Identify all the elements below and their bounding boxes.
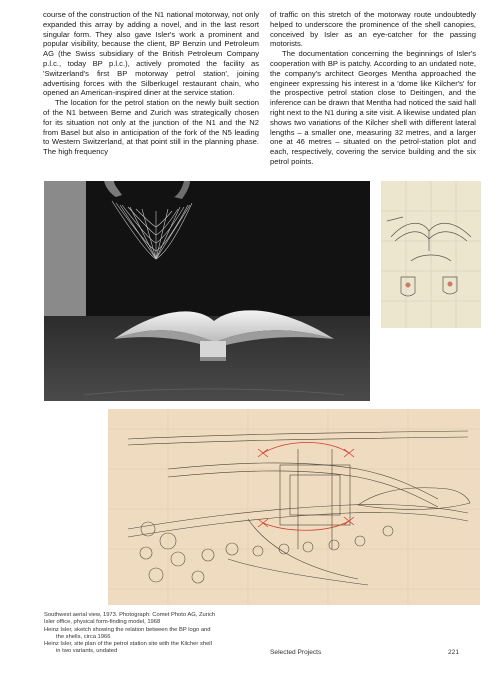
left-text-column [43,10,259,157]
caption-line: Isler office, physical form-finding model, 1968 [44,619,161,626]
body-paragraph: The documentation concerning the beginnings of Isler's cooperation with BP is patchy. According to an undated note, the company's architect Georges Mentha approached the engineer expressing his interest in a 'dome like Kilcher's' for the prospective petrol station close to Deitingen, and the inference can be drawn that Mentha had noticed the said hall right next to the N1 during a site visit. A likewise undated plan shows two variations of the Kilcher shell with different lateral lengths – a smaller one, measuring 32 metres, and a larger one at 46 metres – situated on the petrol-station plot and each, respectively, covering the service building and the six petrol points. [270,49,476,166]
figure-captions [44,612,284,656]
site-plan-drawing [108,409,480,605]
caption-line: Heinz Isler, site plan of the petrol station site with the Kilcher shell [44,641,212,648]
body-paragraph: The location for the petrol station on the newly built section of the N1 between Berne and Zurich was strategically chosen for its situation not only at the junction of the N1 and the N2 from Basel but also in anticipation of the fork of the N5 leading to Western Switzerland, at that point still in the planning phase. The high frequency [43,98,259,157]
bp-logo-sketch [381,181,481,328]
form-finding-model-photo [44,181,370,401]
right-text-column [270,10,476,167]
caption-line: Southwest aerial view, 1973. Photograph: Comet Photo AG, Zurich [44,612,216,618]
body-paragraph: of traffic on this stretch of the motorway route undoubtedly helped to underscore the prominence of the shell canopies, conceived by Isler as an eye-catcher for the passing motorists. [270,10,476,49]
caption-line: Heinz Isler, sketch showing the relation between the BP logo and [44,626,211,633]
page-number: 221 [448,649,460,656]
running-footer-section: Selected Projects [270,649,322,656]
caption-line: in two variants, undated [56,648,118,655]
caption-line: the shells, circa 1966 [56,633,111,640]
body-paragraph: course of the construction of the N1 national motorway, not only expanded this array by adding a novel, and in the last resort singular form. They also gave Isler's work a prominent and popular visibility, because the client, BP Benzin und Petroleum AG (the Swiss subsidiary of the British Petroleum Company p.l.c., today BP p.l.c.), actively promoted the facility as 'Switzerland's first BP motorway petrol station', joining advertising forces with the Silberkugel restaurant chain, who opened an American-inspired diner at the service station. [43,10,259,98]
